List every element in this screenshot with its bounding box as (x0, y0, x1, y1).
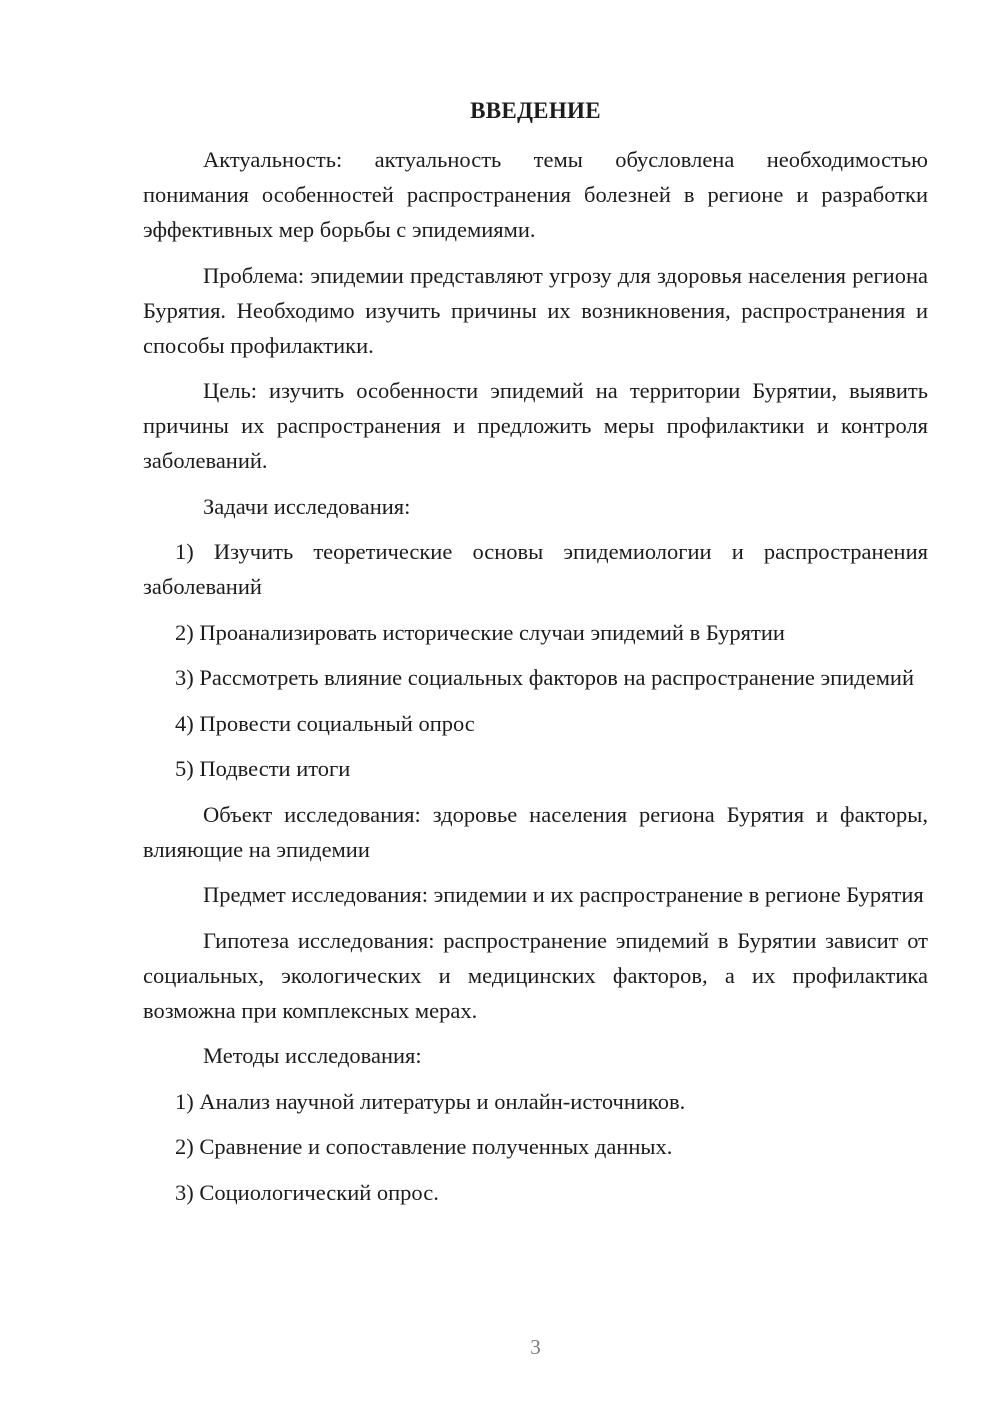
paragraph-subject: Предмет исследования: эпидемии и их распространение в регионе Бурятия (203, 882, 924, 907)
method-item-2: 2) Сравнение и сопоставление полученных данных. (175, 1134, 673, 1159)
page-title: ВВЕДЕНИЕ (470, 98, 601, 123)
paragraph-goal: Цель: изучить особенности эпидемий на территории Бурятии, выявить причины их распространения и предложить меры профилактики и контроля заболеваний. (143, 378, 928, 473)
paragraph-object: Объект исследования: здоровье населения региона Бурятия и факторы, влияющие на эпидемии (143, 801, 928, 862)
paragraph-problem: Проблема: эпидемии представляют угрозу для здоровья населения региона Бурятия. Необходимо изучить причины их возникновения, распространения и способы профилактики. (143, 262, 928, 358)
task-item-4: 4) Провести социальный опрос (175, 710, 475, 736)
method-item-3: 3) Социологический опрос. (175, 1179, 439, 1205)
paragraph-hypothesis: Гипотеза исследования: распространение эпидемий в Бурятии зависит от социальных, экологических и медицинских факторов, а их профилактика возможна при комплексных мерах. (143, 927, 928, 1023)
paragraph-methods-heading: Методы исследования: (203, 1043, 422, 1068)
method-item-1: 1) Анализ научной литературы и онлайн-источников. (175, 1088, 686, 1114)
page-number: 3 (530, 1335, 541, 1359)
task-item-2: 2) Проанализировать исторические случаи эпидемий в Бурятии (175, 619, 785, 645)
paragraph-relevance: Актуальность: актуальность темы обусловлена необходимостью понимания особенностей распространения болезней в регионе и разработки эффективных мер борьбы с эпидемиями. (143, 147, 928, 242)
paragraph-tasks-heading: Задачи исследования: (203, 493, 411, 519)
task-item-5: 5) Подвести итоги (175, 756, 351, 781)
document-body (143, 142, 928, 1220)
task-item-3: 3) Рассмотреть влияние социальных факторов на распространение эпидемий (175, 665, 915, 690)
document-page (143, 0, 928, 1414)
task-item-1: 1) Изучить теоретические основы эпидемиологии и распространения заболеваний (143, 539, 928, 599)
